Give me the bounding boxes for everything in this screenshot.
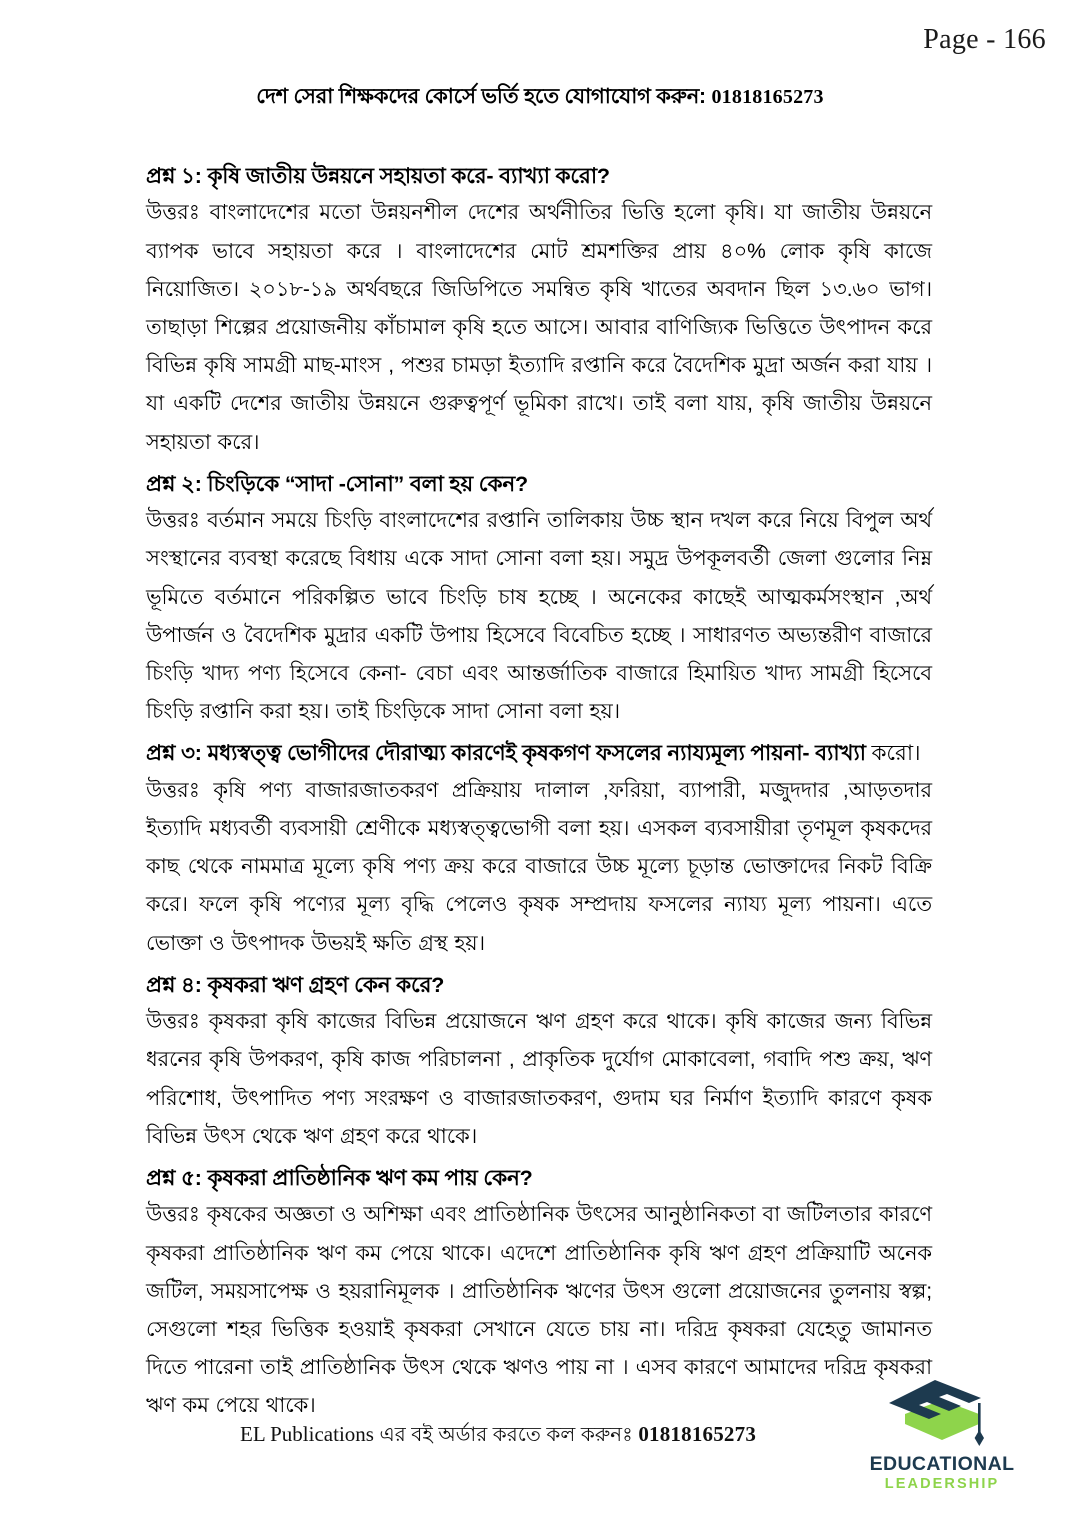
answer-text: উত্তরঃ বাংলাদেশের মতো উন্নয়নশীল দেশের অর্থনীতির ভিত্তি হলো কৃষি। যা জাতীয় উন্নয়নে ব্যাপক ভাবে সহায়তা করে । বাংলাদেশের মোট শ্রমশক্তির প্রায় ৪০% লোক কৃষি কাজে নিয়োজিত। ২০১৮-১৯ অর্থবছরে জিডিপিতে সমন্বিত কৃষি খাতের অবদান ছিল ১৩.৬০ ভাগ। তাছাড়া শিল্পের প্রয়োজনীয় কাঁচামাল কৃষি হতে আসে। আবার বাণিজ্যিক ভিত্তিতে উৎপাদন করে বিভিন্ন কৃষি সামগ্রী মাছ-মাংস , পশুর চামড়া ইত্যাদি রপ্তানি করে বৈদেশিক মুদ্রা অর্জন করা যায় । যা একটি দেশের জাতীয় উন্নয়নে গুরুত্বপূর্ণ ভূমিকা রাখে। তাই বলা যায়, কৃষি জাতীয় উন্নয়নে সহায়তা করে। [146, 201, 932, 454]
qa-block [146, 160, 932, 462]
promo-header-text: দেশ সেরা শিক্ষকদের কোর্সে ভর্তি হতে যোগাযোগ করুন: [256, 85, 706, 108]
answer-text: উত্তরঃ কৃষকের অজ্ঞতা ও অশিক্ষা এবং প্রাতিষ্ঠানিক উৎসের আনুষ্ঠানিকতা বা জটিলতার কারণে কৃষকরা প্রাতিষ্ঠানিক ঋণ কম পেয়ে থাকে। এদেশে প্রাতিষ্ঠানিক কৃষি ঋণ গ্রহণ প্রক্রিয়াটি অনেক জটিল, সময়সাপেক্ষ ও হয়রানিমূলক । প্রাতিষ্ঠানিক ঋণের উৎস গুলো প্রয়োজনের তুলনায় স্বল্প; সেগুলো শহর ভিত্তিক হওয়াই কৃষকরা সেখানে যেতে চায় না। দরিদ্র কৃষকরা যেহেতু জামানত দিতে পারেনা তাই প্রাতিষ্ঠানিক উৎস থেকে ঋণও পায় না । এসব কারণে আমাদের দরিদ্র কৃষকরা ঋণ কম পেয়ে থাকে। [146, 1203, 932, 1418]
promo-header [0, 80, 1080, 115]
question-heading-text: প্রশ্ন ২: চিংড়িকে “সাদা -সোনা” বলা হয় কেন? [146, 471, 528, 496]
logo-sub-text: LEADERSHIP [884, 1476, 1000, 1493]
question-heading [146, 737, 932, 770]
question-answer-list [146, 160, 932, 1432]
qa-block [146, 1162, 932, 1426]
question-heading-text: প্রশ্ন ৫: কৃষকরা প্রাতিষ্ঠানিক ঋণ কম পায় কেন? [146, 1166, 533, 1191]
question-heading-tail: করো। [865, 741, 921, 766]
promo-header-phone: 01818165273 [711, 86, 824, 108]
question-heading [146, 468, 932, 501]
page-number: Page - 166 [923, 24, 1046, 55]
answer-text: উত্তরঃ কৃষকরা কৃষি কাজের বিভিন্ন প্রয়োজনে ঋণ গ্রহণ করে থাকে। কৃষি কাজের জন্য বিভিন্ন ধরনের কৃষি উপকরণ, কৃষি কাজ পরিচালনা , প্রাকৃতিক দুর্যোগ মোকাবেলা, গবাদি পশু ক্রয়, ঋণ পরিশোধ, উৎপাদিত পণ্য সংরক্ষণ ও বাজারজাতকরণ, গুদাম ঘর নির্মাণ ইত্যাদি কারণে কৃষক বিভিন্ন উৎস থেকে ঋণ গ্রহণ করে থাকে। [146, 1010, 932, 1148]
question-heading [146, 1162, 932, 1195]
qa-block [146, 468, 932, 732]
question-heading-text: প্রশ্ন ৩: মধ্যস্বত্ত্ব ভোগীদের দৌরাত্ম্য কারণেই কৃষকগণ ফসলের ন্যায্যমূল্য পায়না- ব্যাখ্যা [146, 741, 866, 766]
educational-leadership-logo [862, 1378, 1022, 1494]
qa-block [146, 737, 932, 962]
question-heading-text: প্রশ্ন ১: কৃষি জাতীয় উন্নয়নে সহায়তা করে- ব্যাখ্যা করো? [146, 164, 610, 188]
qa-block [146, 969, 932, 1156]
footer-order-text: এর বই অর্ডার করতে কল করুনঃ [373, 1424, 639, 1446]
footer-phone: 01818165273 [638, 1422, 757, 1446]
footer-brand: EL Publications [240, 1422, 374, 1446]
question-heading-text: প্রশ্ন ৪: কৃষকরা ঋণ গ্রহণ কেন করে? [146, 972, 445, 997]
logo-main-text: EDUCATIONAL [869, 1453, 1015, 1475]
question-heading [146, 969, 932, 1002]
question-heading [146, 160, 932, 193]
footer-order-line [240, 1420, 840, 1453]
answer-text: উত্তরঃ বর্তমান সময়ে চিংড়ি বাংলাদেশের রপ্তানি তালিকায় উচ্চ স্থান দখল করে নিয়ে বিপুল অর্থ সংস্থানের ব্যবস্থা করেছে বিধায় একে সাদা সোনা বলা হয়। সমুদ্র উপকূলবর্তী জেলা গুলোর নিম্ন ভূমিতে বর্তমানে পরিকল্পিত ভাবে চিংড়ি চাষ হচ্ছে । অনেকের কাছেই আত্মকর্মসংস্থান ,অর্থ উপার্জন ও বৈদেশিক মুদ্রার একটি উপায় হিসেবে বিবেচিত হচ্ছে । সাধারণত অভ্যন্তরীণ বাজারে চিংড়ি খাদ্য পণ্য হিসেবে কেনা- বেচা এবং আন্তর্জাতিক বাজারে হিমায়িত খাদ্য সামগ্রী হিসেবে চিংড়ি রপ্তানি করা হয়। তাই চিংড়িকে সাদা সোনা বলা হয়। [146, 509, 932, 724]
graduation-cap-icon [877, 1378, 1007, 1452]
answer-text: উত্তরঃ কৃষি পণ্য বাজারজাতকরণ প্রক্রিয়ায় দালাল ,ফরিয়া, ব্যাপারী, মজুদদার ,আড়তদার ইত্যাদি মধ্যবর্তী ব্যবসায়ী শ্রেণীকে মধ্যস্বত্ত্বভোগী বলা হয়। এসকল ব্যবসায়ীরা তৃণমূল কৃষকদের কাছ থেকে নামমাত্র মূল্যে কৃষি পণ্য ক্রয় করে বাজারে উচ্চ মূল্যে চূড়ান্ত ভোক্তাদের নিকট বিক্রি করে। ফলে কৃষি পণ্যের মূল্য বৃদ্ধি পেলেও কৃষক সম্প্রদায় ফসলের ন্যায্য মূল্য পায়না। এতে ভোক্তা ও উৎপাদক উভয়ই ক্ষতি গ্রস্থ হয়। [146, 778, 932, 955]
